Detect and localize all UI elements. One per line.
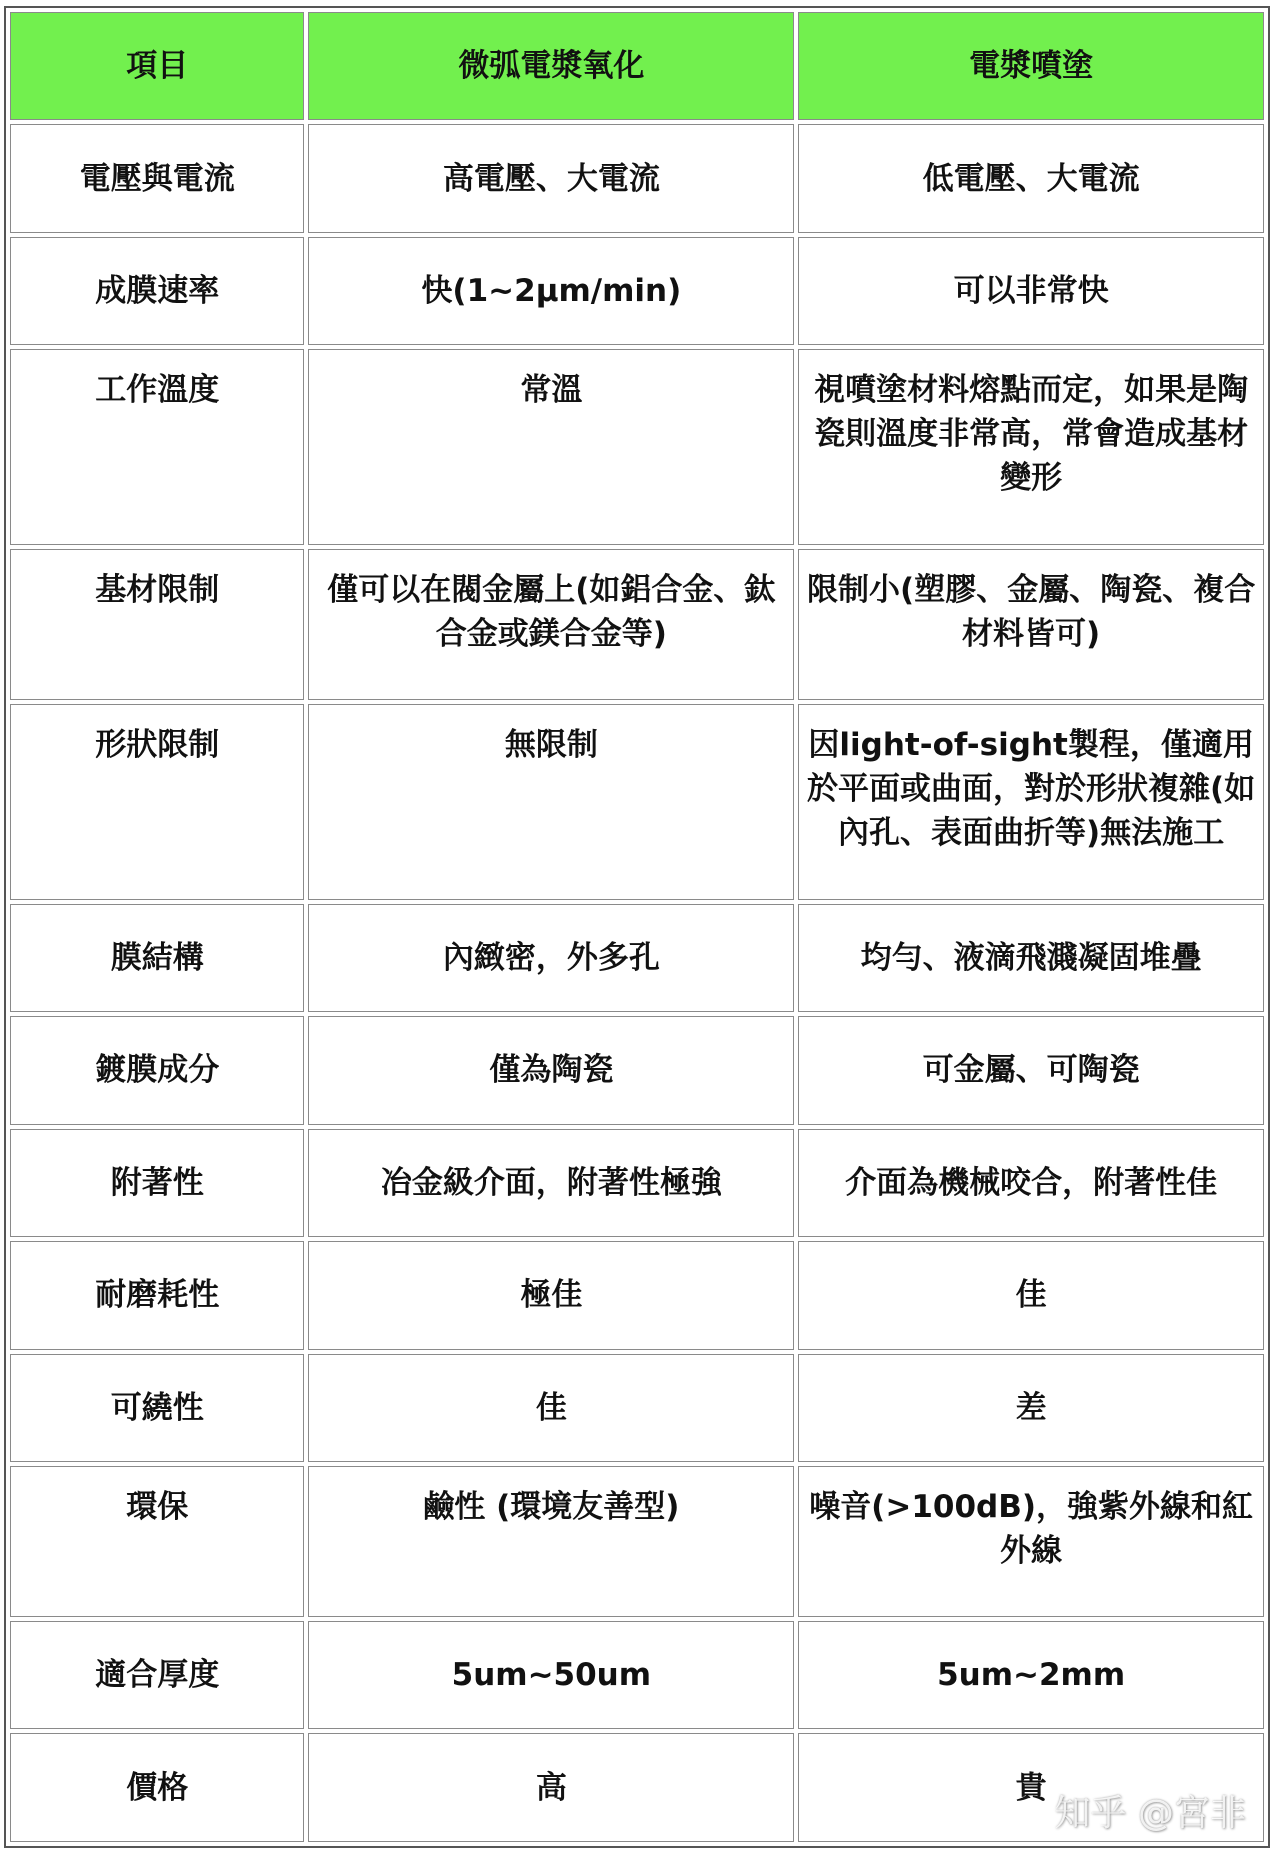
table-row: [10, 1354, 1264, 1462]
row-mao: 高: [308, 1733, 794, 1842]
table-row: [10, 549, 1264, 700]
comparison-table: [6, 8, 1268, 1846]
row-item: 膜結構: [10, 904, 304, 1012]
row-item: 形狀限制: [10, 704, 304, 900]
row-mao: 常溫: [308, 349, 794, 545]
row-mao: 極佳: [308, 1241, 794, 1349]
table-row: [10, 237, 1264, 345]
table-row: [10, 1733, 1264, 1842]
table-row: [10, 1466, 1264, 1617]
row-item: 成膜速率: [10, 237, 304, 345]
table-row: [10, 704, 1264, 900]
table-row: [10, 1621, 1264, 1729]
table-row: [10, 124, 1264, 232]
row-spray: 差: [798, 1354, 1264, 1462]
row-spray: 可以非常快: [798, 237, 1264, 345]
row-spray: 5um~2mm: [798, 1621, 1264, 1729]
row-spray: 介面為機械咬合，附著性佳: [798, 1129, 1264, 1237]
row-spray: 均勻、液滴飛濺凝固堆疊: [798, 904, 1264, 1012]
row-mao: 冶金級介面，附著性極強: [308, 1129, 794, 1237]
row-mao: 僅可以在閥金屬上(如鋁合金、鈦合金或鎂合金等): [308, 549, 794, 700]
row-spray: 視噴塗材料熔點而定，如果是陶瓷則溫度非常高，常會造成基材變形: [798, 349, 1264, 545]
table-row: [10, 1016, 1264, 1124]
row-item: 工作溫度: [10, 349, 304, 545]
row-mao: 無限制: [308, 704, 794, 900]
header-mao: 微弧電漿氧化: [308, 12, 794, 120]
table-row: [10, 349, 1264, 545]
table-row: [10, 1241, 1264, 1349]
header-spray: 電漿噴塗: [798, 12, 1264, 120]
row-spray: 貴: [798, 1733, 1264, 1842]
row-mao: 佳: [308, 1354, 794, 1462]
row-spray: 限制小(塑膠、金屬、陶瓷、複合材料皆可): [798, 549, 1264, 700]
row-mao: 鹼性 (環境友善型): [308, 1466, 794, 1617]
row-item: 鍍膜成分: [10, 1016, 304, 1124]
row-item: 環保: [10, 1466, 304, 1617]
table-row: [10, 1129, 1264, 1237]
row-mao: 內緻密，外多孔: [308, 904, 794, 1012]
header-row: [10, 12, 1264, 120]
row-item: 耐磨耗性: [10, 1241, 304, 1349]
row-spray: 因light-of-sight製程，僅適用於平面或曲面，對於形狀複雜(如內孔、表面曲折等)無法施工: [798, 704, 1264, 900]
row-mao: 快(1~2μm/min): [308, 237, 794, 345]
row-item: 電壓與電流: [10, 124, 304, 232]
row-item: 附著性: [10, 1129, 304, 1237]
row-spray: 噪音(>100dB)，強紫外線和紅外線: [798, 1466, 1264, 1617]
row-spray: 可金屬、可陶瓷: [798, 1016, 1264, 1124]
row-item: 適合厚度: [10, 1621, 304, 1729]
row-mao: 高電壓、大電流: [308, 124, 794, 232]
row-spray: 佳: [798, 1241, 1264, 1349]
comparison-table-frame: [4, 6, 1270, 1848]
row-mao: 僅為陶瓷: [308, 1016, 794, 1124]
zhihu-watermark: 知乎 @宮非: [1054, 1793, 1246, 1834]
row-item: 可繞性: [10, 1354, 304, 1462]
row-spray: 低電壓、大電流: [798, 124, 1264, 232]
row-mao: 5um~50um: [308, 1621, 794, 1729]
header-item: 項目: [10, 12, 304, 120]
row-item: 價格: [10, 1733, 304, 1842]
table-row: [10, 904, 1264, 1012]
row-item: 基材限制: [10, 549, 304, 700]
